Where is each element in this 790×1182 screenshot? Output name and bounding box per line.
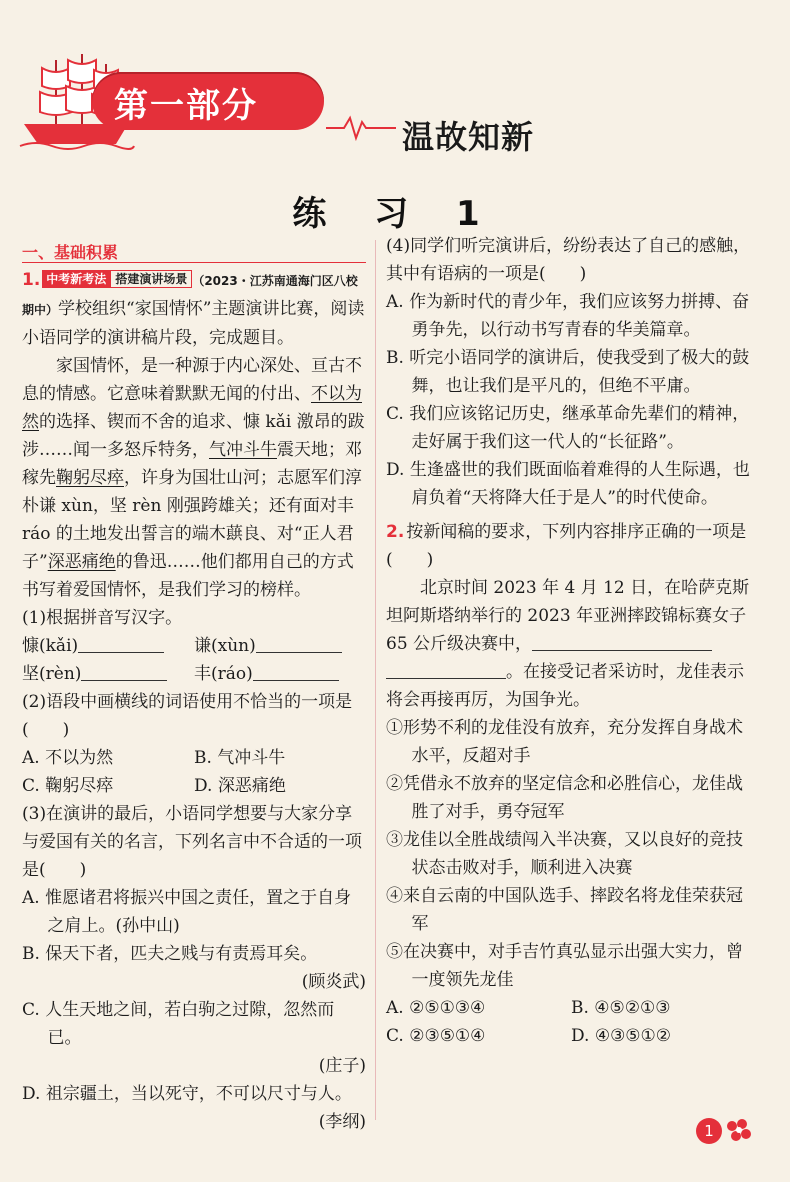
heartbeat-line-icon (326, 112, 396, 142)
news-text: 。在接受记者采访时，龙佳表示将会再接再厉，为国争光。 (386, 662, 744, 710)
quote-author: (李纲) (318, 1112, 366, 1132)
q1-intro (22, 295, 366, 352)
answer-blank[interactable] (386, 660, 446, 679)
sub3-prompt: (3)在演讲的最后，小语同学想要与大家分享与爱国有关的名言，下列名言中不合适的一项是( ) (22, 804, 362, 880)
pinyin-item (194, 632, 366, 660)
answer-blank[interactable] (446, 660, 506, 679)
section-underline (22, 262, 366, 263)
left-column (22, 266, 366, 1136)
answer-blank[interactable] (532, 632, 592, 651)
pinyin-row (22, 660, 366, 688)
column-divider (375, 240, 376, 1120)
q1-source: （2023・江苏南通海门区八校 (192, 274, 358, 288)
news-paragraph (386, 574, 756, 714)
passage-text: 震天地；邓稼先 (22, 440, 362, 488)
q2-header (386, 518, 756, 574)
underlined-phrase: 鞠躬尽瘁 (56, 468, 124, 488)
pinyin-item (22, 660, 194, 688)
option[interactable]: C. ②③⑤①④ (386, 1026, 486, 1046)
option[interactable]: D. 深恶痛绝 (194, 776, 286, 796)
option-row (22, 772, 366, 800)
underlined-phrase: 气冲斗牛 (209, 440, 277, 460)
pinyin-row (22, 632, 366, 660)
pinyin-label: 丰(ráo) (194, 664, 253, 684)
option[interactable]: A. 惟愿诸君将振兴中国之责任，置之于自身之肩上。(孙中山) (22, 888, 352, 936)
option[interactable]: A. ②⑤①③④ (386, 998, 486, 1018)
passage-text: 的选择、锲而不舍的追求、慷 kǎi 激昂的跋涉……闻一多怒斥特务， (22, 412, 365, 460)
option-row (22, 744, 366, 772)
option-row (386, 1022, 756, 1050)
answer-blank[interactable] (256, 634, 342, 653)
answer-blank[interactable] (652, 632, 712, 651)
option[interactable]: B. ④⑤②①③ (571, 998, 671, 1018)
sub4-prompt: (4)同学们听完演讲后，纷纷表达了自己的感触，其中有语病的一项是( ) (386, 236, 751, 284)
option[interactable]: C. 我们应该铭记历史，继承革命先辈们的精神，走好属于我们这一代人的“长征路”。 (386, 404, 750, 452)
section-title: 温故知新 (402, 118, 535, 156)
tag-exam: 中考新考法 (42, 270, 110, 288)
q2-number: 2. (386, 522, 405, 542)
option[interactable]: D. ④③⑤①② (571, 1026, 672, 1046)
flower-icon (722, 1116, 756, 1146)
answer-blank[interactable] (81, 662, 167, 681)
option[interactable]: B. 保天下者，匹夫之贱与有责焉耳矣。 (22, 944, 318, 964)
page-number: 1 (696, 1118, 722, 1144)
option[interactable]: C. 人生天地之间，若白驹之过隙，忽然而已。 (22, 1000, 335, 1048)
sequence-item: ⑤在决赛中，对手吉竹真弘显示出强大实力，曾一度领先龙佳 (386, 942, 743, 990)
pinyin-label: 慷(kǎi) (22, 636, 79, 656)
option-row (386, 994, 756, 1022)
section-heading: 一、基础积累 (22, 243, 119, 262)
pinyin-item (194, 660, 366, 688)
option[interactable]: C. 鞠躬尽瘁 (22, 776, 114, 796)
answer-blank[interactable] (253, 662, 339, 681)
sub2-prompt: (2)语段中画横线的词语使用不恰当的一项是( ) (22, 692, 353, 740)
q1-source-end: 期中） (22, 303, 59, 317)
q1-intro-text: 学校组织“家国情怀”主题演讲比赛，阅读小语同学的演讲稿片段，完成题目。 (22, 299, 365, 348)
q2-prompt: 按新闻稿的要求，下列内容排序正确的一项是( ) (386, 522, 747, 570)
part-banner (92, 72, 324, 130)
option[interactable]: D. 祖宗疆土，当以死守，不可以尺寸与人。 (22, 1084, 352, 1104)
q1-number: 1. (22, 270, 41, 290)
pinyin-label: 谦(xùn) (194, 636, 256, 656)
tag-scene: 搭建演讲场景 (110, 270, 192, 288)
pinyin-label: 坚(rèn) (22, 664, 82, 684)
quote-author: (顾炎武) (301, 972, 366, 992)
option[interactable]: B. 听完小语同学的演讲后，使我受到了极大的鼓舞，也让我们是平凡的，但绝不平庸。 (386, 348, 750, 396)
passage-text: 家国情怀，是一种源于内心深处、亘古不息的情感。它意味着默默无闻的付出、 (22, 356, 362, 404)
answer-blank[interactable] (592, 632, 652, 651)
sequence-item: ②凭借永不放弃的坚定信念和必胜信心，龙佳战胜了对手，勇夺冠军 (386, 774, 743, 822)
option[interactable]: A. 不以为然 (22, 748, 114, 768)
passage-text: 的鲁迅……他们都用自己的方式书写着爱国情怀，是我们学习的榜样。 (22, 552, 354, 600)
sub1-prompt: (1)根据拼音写汉字。 (22, 608, 183, 628)
option[interactable]: A. 作为新时代的青少年，我们应该努力拼搏、奋勇争先，以行动书写青春的华美篇章。 (386, 292, 750, 340)
answer-blank[interactable] (78, 634, 164, 653)
quote-author: (庄子) (318, 1056, 366, 1076)
option[interactable]: D. 生逢盛世的我们既面临着难得的人生际遇，也肩负着“天将降大任于是人”的时代使命。 (386, 460, 750, 508)
option[interactable]: B. 气冲斗牛 (194, 748, 286, 768)
underlined-phrase: 深恶痛绝 (47, 552, 116, 572)
passage-text: ，许身为国壮山河；志愿军们淳朴谦 xùn，坚 rèn 刚强跨雄关；还有面对丰 ráo 的土地发出誓言的端木蕻良、对“正人君子” (22, 468, 362, 572)
sequence-item: ①形势不利的龙佳没有放弃，充分发挥自身战术水平，反超对手 (386, 718, 743, 766)
underlined-phrase: 不以为然 (22, 384, 362, 432)
lesson-title: 练 习 1 (292, 194, 498, 234)
q1-header (22, 266, 366, 295)
part-title: 第一部分 (114, 86, 258, 126)
sequence-item: ③龙佳以全胜战绩闯入半决赛，又以良好的竞技状态击败对手，顺利进入决赛 (386, 830, 743, 878)
pinyin-item (22, 632, 194, 660)
sequence-item: ④来自云南的中国队选手、摔跤名将龙佳荣获冠军 (386, 886, 743, 934)
news-text: 北京时间 2023 年 4 月 12 日，在哈萨克斯坦阿斯塔纳举行的 2023 年亚洲摔跤锦标赛女子 65 公斤级决赛中， (386, 578, 750, 654)
right-column (386, 232, 756, 1050)
q1-passage (22, 352, 366, 604)
